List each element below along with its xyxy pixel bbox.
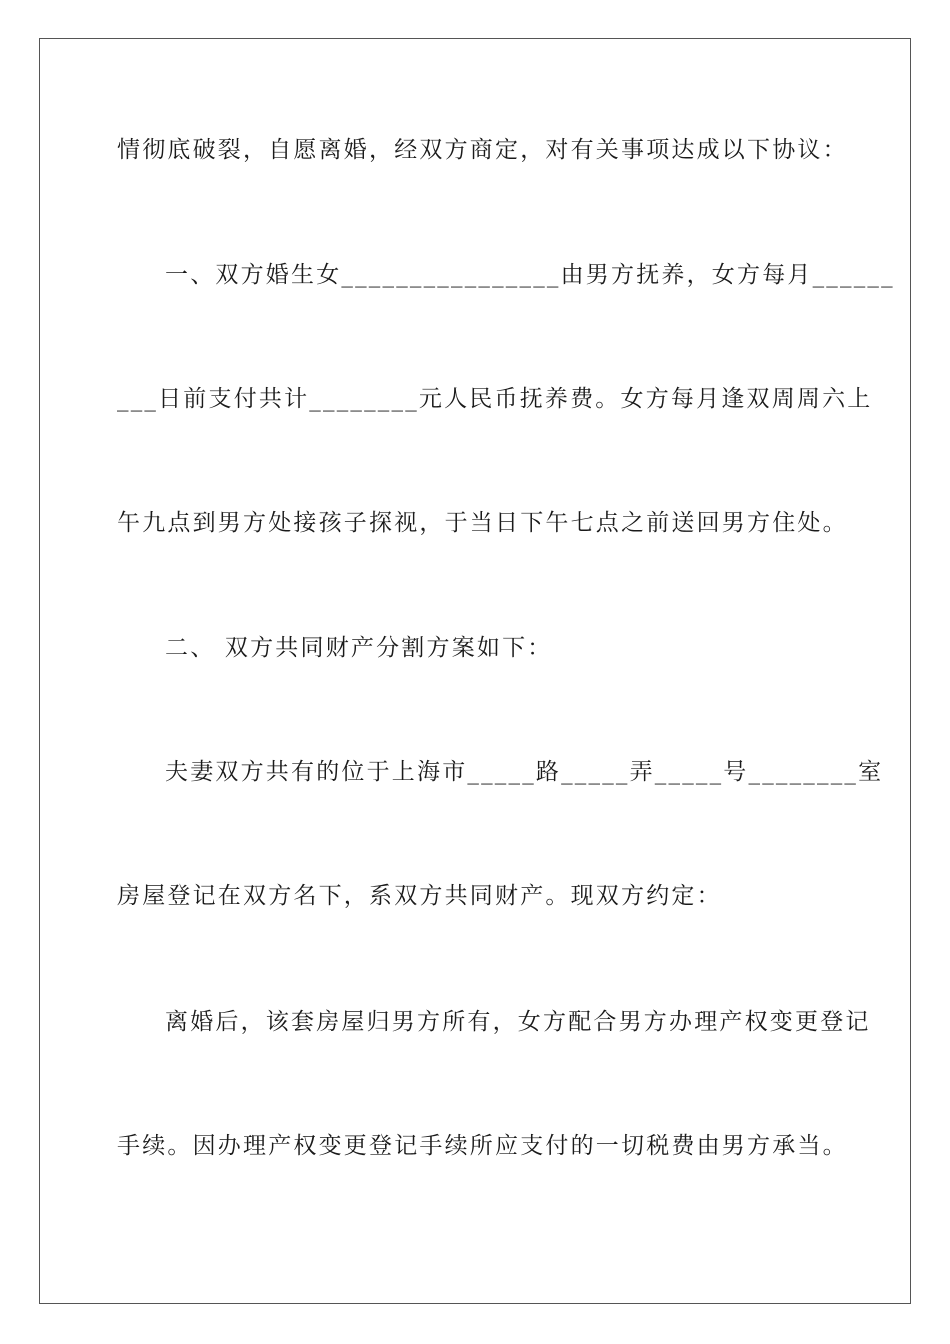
property-line-1: 夫妻双方共有的位于上海市_____路_____弄_____号________室: [165, 759, 884, 785]
clause-1-line-2: ___日前支付共计________元人民币抚养费。女方每月逢双周周六上: [117, 386, 873, 412]
property-terms-line-2: 手续。因办理产权变更登记手续所应支付的一切税费由男方承当。: [117, 1133, 848, 1159]
clause-1-line-1: 一、双方婚生女________________由男方抚养，女方每月______: [165, 262, 895, 288]
property-terms-line-1: 离婚后，该套房屋归男方所有，女方配合男方办理产权变更登记: [165, 1009, 871, 1035]
paragraph-line-1: 情彻底破裂，自愿离婚，经双方商定，对有关事项达成以下协议：: [117, 137, 848, 163]
clause-2-heading: 二、 双方共同财产分割方案如下：: [165, 635, 553, 661]
page-frame: [39, 38, 911, 1304]
property-line-2: 房屋登记在双方名下，系双方共同财产。现双方约定：: [117, 883, 722, 909]
clause-1-line-3: 午九点到男方处接孩子探视，于当日下午七点之前送回男方住处。: [117, 510, 848, 536]
